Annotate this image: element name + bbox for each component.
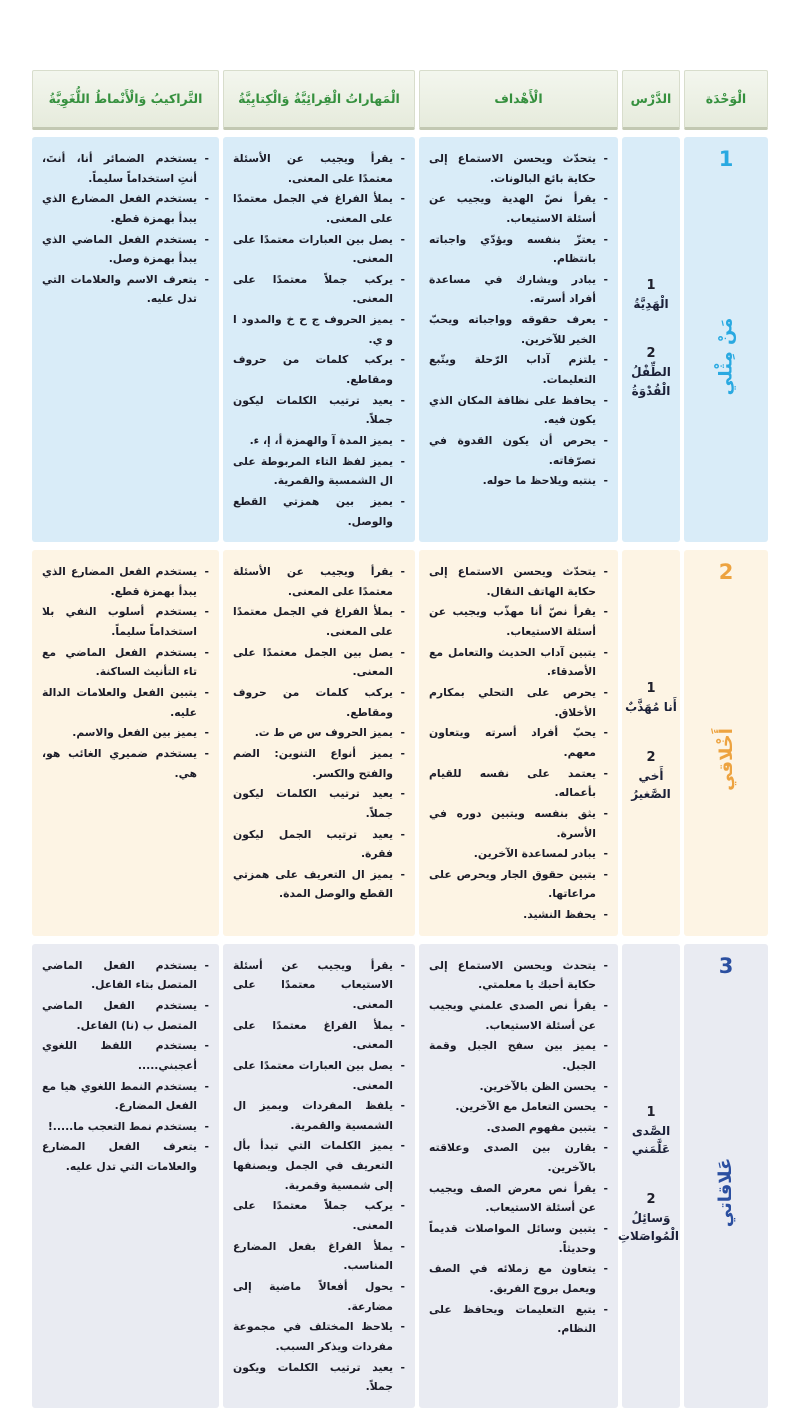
objectives-item: - يبادر لمساعدة الآخرين. — [429, 844, 609, 864]
unit-title-vertical: أَخْلاقي — [715, 728, 737, 791]
header-objectives-label: الْأَهْداف — [494, 90, 543, 106]
lesson-title: وَسائِلُ الْمُواصَلاتِ — [617, 1210, 679, 1244]
lesson-entry — [623, 347, 679, 400]
structures-item: - يستخدم الضمائر أنا، أنتَ، أنتِ استخداماً سليماً. — [42, 149, 210, 188]
objectives-item: - ينتبه ويلاحظ ما حوله. — [429, 471, 609, 491]
skills-item: - يحول أفعالاً ماضية إلى مضارعة. — [233, 1277, 406, 1316]
unit-title-vertical: مَنْ مِثْلي — [715, 317, 737, 395]
header-unit-label: الْوَحْدَة — [705, 90, 747, 106]
lesson-entry — [617, 1191, 679, 1246]
header-unit — [684, 70, 768, 130]
structures-item: - يتبين الفعل والعلامات الدالة عليه. — [42, 683, 210, 722]
lessons-cell — [617, 944, 680, 1408]
unit-title-wrap — [691, 977, 760, 1408]
unit-number: 1 — [718, 147, 734, 171]
unit-title-wrap — [687, 170, 765, 542]
header-skills-label: الْمَهاراتُ الْقِرائِيَّةُ وَالْكِتابِيَّةُ — [238, 90, 400, 106]
skills-item: - يملأ الفراغ في الجمل معتمدًا على المعنى. — [233, 189, 406, 228]
table-header-row — [32, 70, 768, 130]
structures-cell — [32, 550, 219, 936]
structures-cell — [32, 944, 219, 1408]
skills-item: - يعيد ترتيب الكلمات ليكون جملاً. — [233, 784, 406, 823]
structures-item: - يستخدم اللفظ اللغوي أعجبني..... — [42, 1036, 210, 1075]
objectives-item: - يقرأ نص معرض الصف ويجيب عن أسئلة الاستيعاب. — [429, 1179, 609, 1218]
skills-item: - يعيد ترتيب الكلمات ليكون جملاً. — [233, 391, 406, 430]
skills-cell — [223, 944, 415, 1408]
objectives-item: - يتبين آداب الحديث والتعامل مع الأصدقاء. — [429, 643, 609, 682]
objectives-item: - يتبين مفهوم الصدى. — [429, 1118, 609, 1138]
header-lesson-label: الدَّرْس — [630, 90, 672, 106]
objectives-cell — [419, 137, 618, 542]
unit-number: 2 — [718, 560, 734, 585]
skills-cell — [223, 550, 415, 936]
objectives-item: - يقرأ نصّ الهدية ويجيب عن أسئلة الاستيعاب. — [429, 189, 609, 228]
skills-item: - يميز بين همزتي القطع والوصل. — [233, 492, 406, 531]
structures-item: - يستخدم الفعل الماضي مع تاء التأنيث الساكنة. — [42, 643, 210, 682]
lesson-number: 2 — [646, 346, 656, 362]
skills-item: - يميز الحروف ج ح خ والمدود ا و ي. — [233, 310, 406, 349]
skills-item: - يركب كلمات من حروف ومقاطع. — [233, 683, 406, 722]
objectives-item: - يحرص على التحلي بمكارم الأخلاق. — [429, 683, 609, 722]
objectives-cell — [419, 550, 618, 936]
skills-item: - يلفظ المفردات ويميز ال الشمسية والقمرية. — [233, 1096, 406, 1135]
structures-cell — [32, 137, 219, 542]
skills-item: - يملأ الفراغ في الجمل معتمدًا على المعنى. — [233, 602, 406, 641]
unit-row — [32, 944, 768, 1408]
skills-item: - يركب كلمات من حروف ومقاطع. — [233, 350, 406, 389]
unit-cell — [684, 944, 768, 1408]
objectives-item: - يحفظ النشيد. — [429, 905, 609, 925]
skills-item: - يعيد ترتيب الجمل ليكون فقرة. — [233, 825, 406, 864]
lesson-number: 1 — [646, 277, 656, 293]
skills-item: - يعيد ترتيب الكلمات ويكون جملاً. — [233, 1358, 406, 1397]
objectives-item: - يقرأ نصّ أنا مهذّب ويجيب عن أسئلة الاستيعاب. — [429, 602, 609, 641]
header-lesson — [622, 70, 680, 130]
skills-item: - يميز الحروف س ص ط ت. — [233, 723, 406, 743]
objectives-item: - يقرأ نص الصدى علمني ويجيب عن أسئلة الاستيعاب. — [429, 996, 609, 1035]
structures-item: - يستخدم نمط التعجب ما.....! — [42, 1117, 210, 1137]
structures-item: - يتعرف الفعل المضارع والعلامات التي تدل عليه. — [42, 1137, 210, 1176]
objectives-item: - يتحدّث ويحسن الاستماع إلى حكاية الهاتف النقال. — [429, 562, 609, 601]
objectives-item: - يعتمد على نفسه للقيام بأعماله. — [429, 764, 609, 803]
objectives-item: - يلتزم آداب الرّحلة ويتّبع التعليمات. — [429, 350, 609, 389]
lesson-title: الصَّدى عَلَّمَني — [631, 1123, 671, 1157]
objectives-item: - يتحدّث ويحسن الاستماع إلى حكاية بائع البالونات. — [429, 149, 609, 188]
structures-item: - يستخدم ضميري الغائب هو، هي. — [42, 744, 210, 783]
lesson-number: 1 — [646, 681, 656, 697]
skills-item: - يصل بين الجمل معتمدًا على المعنى. — [233, 643, 406, 682]
lesson-title: الْهَدِيَّةُ — [633, 296, 669, 311]
objectives-item: - يميز بين سفح الجبل وقمة الجبل. — [429, 1036, 609, 1075]
skills-item: - يميز أنواع التنوين: الضم والفتح والكسر. — [233, 744, 406, 783]
structures-item: - يميز بين الفعل والاسم. — [42, 723, 210, 743]
lesson-title: الطِّفْلُ الْقُدْوَةُ — [631, 365, 671, 398]
objectives-item: - يحبّ أفراد أسرته ويتعاون معهم. — [429, 723, 609, 762]
structures-item: - يستخدم النمط اللغوي هيا مع الفعل المضارع. — [42, 1077, 210, 1116]
lesson-number: 2 — [646, 1191, 656, 1207]
structures-item: - يستخدم الفعل المضارع الذي يبدأ بهمزة قطع. — [42, 562, 210, 601]
lesson-entry — [623, 751, 679, 804]
structures-item: - يستخدم أسلوب النفي بلا استخداماً سليماً. — [42, 602, 210, 641]
skills-item: - يركب جملاً معتمدًا على المعنى. — [233, 1196, 406, 1235]
lessons-cell — [622, 550, 680, 936]
skills-item: - يميز لفظ التاء المربوطة على ال الشمسية والقمرية. — [233, 452, 406, 491]
unit-number: 3 — [718, 953, 734, 978]
skills-item: - يقرأ ويجيب عن الأسئلة معتمدًا على المعنى. — [233, 149, 406, 188]
objectives-item: - يتعاون مع زملائه في الصف ويعمل بروح الفريق. — [429, 1259, 609, 1298]
lesson-entry — [623, 279, 679, 314]
objectives-item: - يعتزّ بنفسه ويؤدّي واجباته بانتظام. — [429, 230, 609, 269]
header-structures-label: التَّراكيبُ وَالْأَنْماطُ اللُّغَوِيَّةُ — [48, 90, 203, 106]
objectives-item: - يتبين حقوق الجار ويحرص على مراعاتها. — [429, 865, 609, 904]
lesson-number: 2 — [646, 749, 656, 765]
skills-item: - يملأ الفراغ بفعل المضارع المناسب. — [233, 1237, 406, 1276]
objectives-item: - يقارن بين الصدى وعلاقته بالآخرين. — [429, 1138, 609, 1177]
skills-item: - يلاحظ المختلف في مجموعة مفردات ويذكر السبب. — [233, 1317, 406, 1356]
unit-cell — [684, 550, 768, 936]
structures-item: - يستخدم الفعل الماضي المتصل بتاء الفاعل. — [42, 956, 210, 995]
skills-item: - يصل بين العبارات معتمدًا على المعنى. — [233, 1056, 406, 1095]
unit-row — [32, 550, 768, 936]
objectives-item: - يعرف حقوقه وواجباته ويحبّ الخير للآخرين. — [429, 310, 609, 349]
lesson-title: أَنا مُهَذَّبٌ — [625, 700, 677, 715]
structures-item: - يستخدم الفعل المضارع الذي يبدأ بهمزة قطع. — [42, 189, 210, 228]
objectives-item: - يبادر ويشارك في مساعدة أفراد أسرته. — [429, 270, 609, 309]
objectives-item: - يتحدث ويحسن الاستماع إلى حكاية أحبك يا معلمتي. — [429, 956, 609, 995]
structures-item: - يتعرف الاسم والعلامات التي تدل عليه. — [42, 270, 210, 309]
lessons-cell — [622, 137, 680, 542]
unit-row — [32, 137, 768, 542]
skills-item: - يميز ال التعريف على همزتي القطع والوصل المدة. — [233, 865, 406, 904]
header-structures — [32, 70, 219, 130]
objectives-item: - يحسن الظن بالآخرين. — [429, 1077, 609, 1097]
skills-item: - يركب جملاً معتمدًا على المعنى. — [233, 270, 406, 309]
lesson-number: 1 — [646, 1104, 656, 1120]
skills-item: - يملأ الفراغ معتمدًا على المعنى. — [233, 1016, 406, 1055]
unit-title-wrap — [695, 583, 758, 936]
skills-cell — [223, 137, 415, 542]
objectives-cell — [419, 944, 618, 1408]
structures-item: - يستخدم الفعل الماضي المتصل ب (نا) الفاعل. — [42, 996, 210, 1035]
skills-item: - يميز الكلمات التي تبدأ بأل التعريف في الجمل ويصنفها إلى شمسية وقمرية. — [233, 1136, 406, 1195]
structures-item: - يستخدم الفعل الماضي الذي يبدأ بهمزة وصل. — [42, 230, 210, 269]
header-objectives — [419, 70, 618, 130]
unit-title-vertical: عَلاقاتي — [715, 1157, 737, 1227]
objectives-item: - يتبين وسائل المواصلات قديماً وحديثاً. — [429, 1219, 609, 1258]
curriculum-table — [32, 70, 768, 1408]
unit-cell — [684, 137, 768, 542]
objectives-item: - يحسن التعامل مع الآخرين. — [429, 1097, 609, 1117]
skills-item: - يميز المدة آ والهمزة أ، إ، ء. — [233, 431, 406, 451]
lesson-entry — [623, 682, 679, 717]
header-skills — [223, 70, 415, 130]
objectives-item: - يتبع التعليمات ويحافظ على النظام. — [429, 1300, 609, 1339]
skills-item: - يقرأ ويجيب عن أسئلة الاستيعاب معتمدًا على المعنى. — [233, 956, 406, 1015]
skills-item: - يقرأ ويجيب عن الأسئلة معتمدًا على المعنى. — [233, 562, 406, 601]
lesson-entry — [623, 1106, 679, 1159]
objectives-item: - يحرص أن يكون القدوة في تصرّفاته. — [429, 431, 609, 470]
lesson-title: أَخي الصَّغيرُ — [631, 768, 671, 802]
unit-rows — [32, 137, 768, 1408]
skills-item: - يصل بين العبارات معتمدًا على المعنى. — [233, 230, 406, 269]
objectives-item: - يثق بنفسه ويتبين دوره في الأسرة. — [429, 804, 609, 843]
objectives-item: - يحافظ على نظافة المكان الذي يكون فيه. — [429, 391, 609, 430]
